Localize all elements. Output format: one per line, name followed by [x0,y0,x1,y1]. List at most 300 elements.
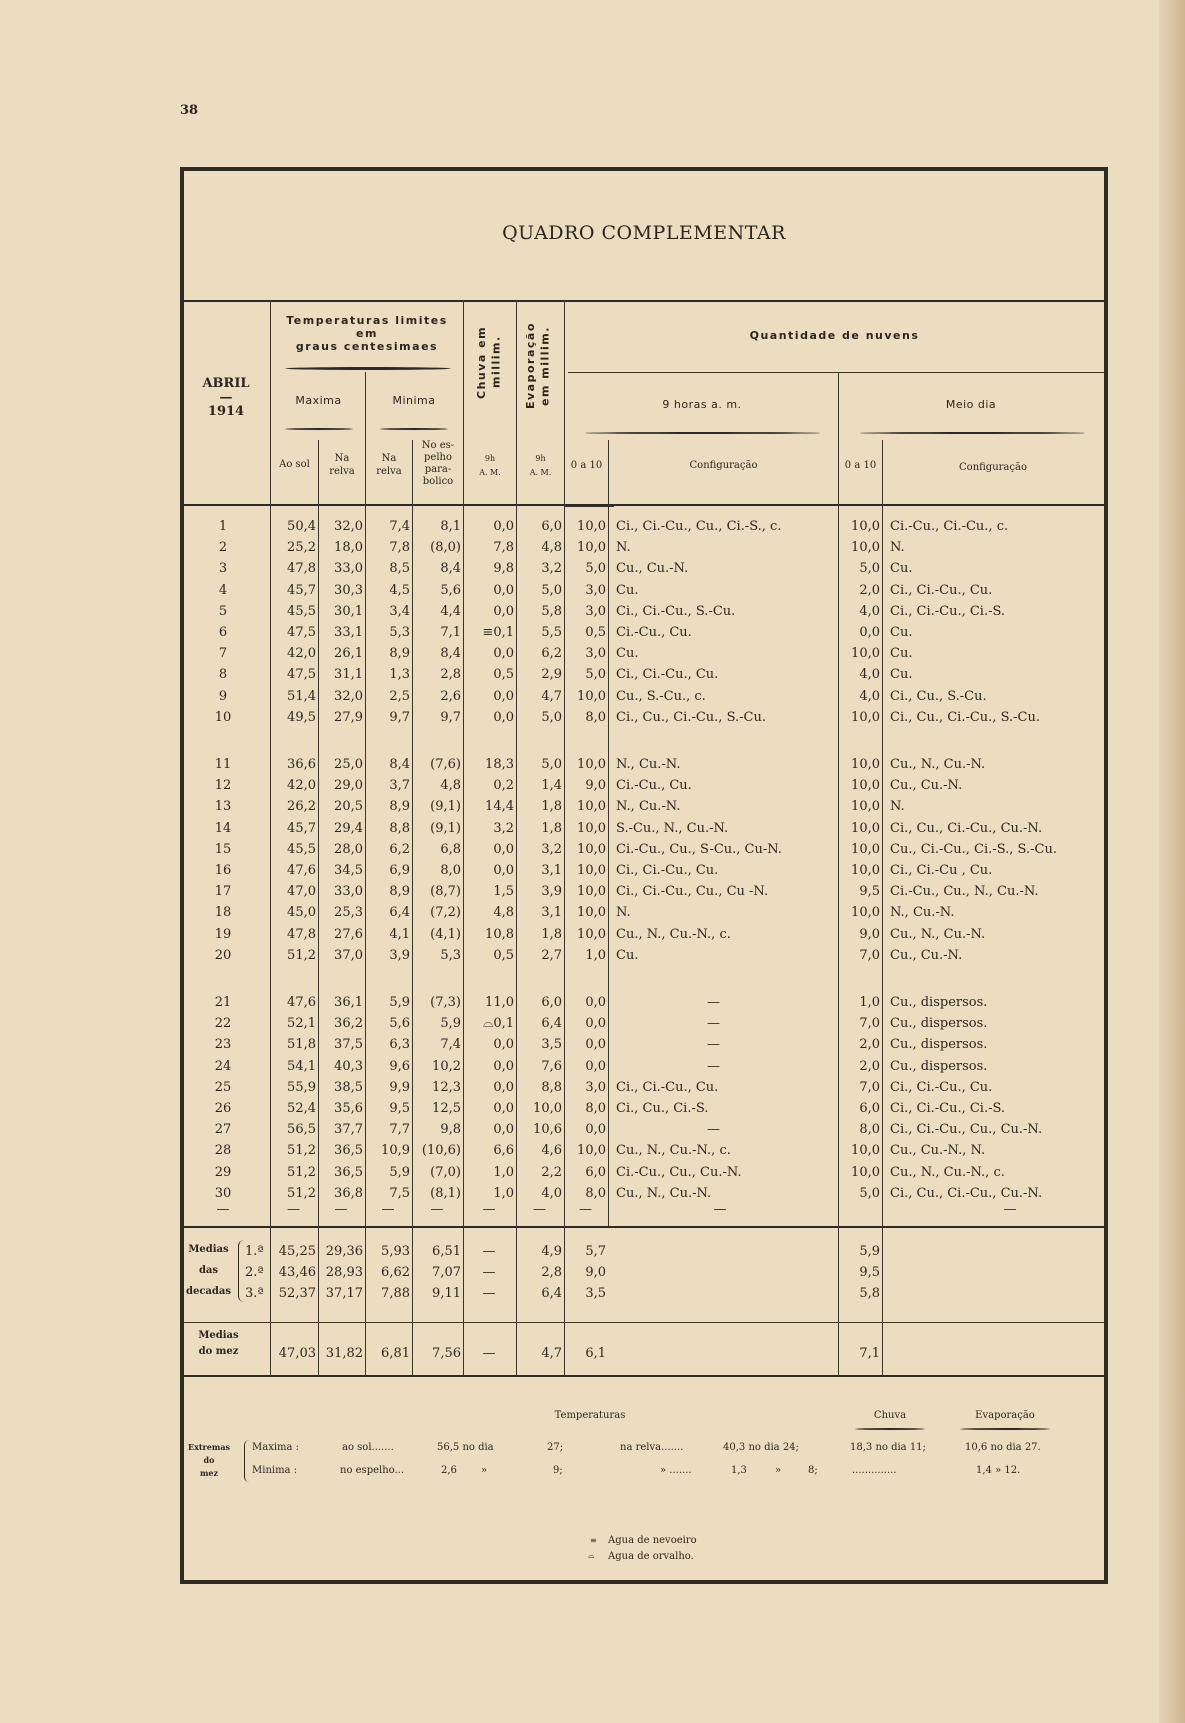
cell-min-na-relva: 8,9 [389,884,410,900]
decada-max-na-relva: 28,93 [325,1265,363,1280]
extremas-max-sol-label: ao sol....... [342,1442,394,1453]
cell-nuvens-meio-dia-escala: 10,0 [851,905,880,921]
cell-nuvens-meio-dia-escala: 2,0 [859,582,880,598]
cell-max-na-relva: 29,4 [334,820,363,836]
cell-nuvens-9h-config: Ci., Ci.-Cu., Cu. [616,863,719,878]
ao-sol-header: Ao sol [279,459,310,470]
cell-day: 10 [214,709,232,725]
cell-nuvens-meio-dia-config: N. [890,799,905,815]
medias-mez-label-2: do mez [198,1346,239,1357]
cell-max-na-relva: 29,0 [334,778,363,794]
extremas-max-evaporacao: 10,6 no dia 27. [965,1442,1041,1453]
cell-nuvens-9h-escala: 3,0 [585,582,606,598]
cell-nuvens-meio-dia-escala: 10,0 [851,799,880,815]
cell-min-na-relva: 8,9 [389,799,410,815]
cell-max-na-relva: 25,3 [334,905,363,921]
cell-max-ao-sol: 51,8 [287,1037,316,1053]
cell-min-espelho: (8,7) [430,884,461,900]
cell-max-ao-sol: 51,2 [287,1164,316,1180]
cell-day: 13 [214,799,232,815]
cell-nuvens-meio-dia-config: Ci., Cu., Ci.-Cu., Cu.-N. [890,820,1043,836]
cell-chuva: 0,0 [493,1079,514,1095]
cell-chuva: 6,6 [493,1143,514,1159]
cell-day: 30 [214,1185,232,1201]
decada-max-ao-sol: 52,37 [278,1286,316,1301]
cell-max-ao-sol: 25,2 [287,540,316,556]
scale-underline [564,506,614,507]
cell-evaporacao: 1,8 [541,820,562,836]
meio-dia-rule [860,432,1085,434]
decada-chuva: — [482,1244,496,1259]
cell-min-na-relva: 5,9 [389,1164,410,1180]
mez-max-ao-sol: 47,03 [278,1346,316,1361]
cell-nuvens-meio-dia-config: Ci.-Cu., Cu., N., Cu.-N. [890,884,1039,900]
cell-max-na-relva: 32,0 [334,519,363,534]
extremas-max-sol-value: 56,5 no dia [437,1442,494,1453]
cell-chuva: 0,2 [493,778,514,794]
cell-chuva: 4,8 [493,905,514,921]
cell-max-na-relva: 27,9 [334,709,363,725]
data-bottom-rule [183,1226,1105,1228]
extremas-temperaturas-header: Temperaturas [554,1410,626,1421]
cell-min-espelho: 10,2 [432,1058,461,1074]
cell-nuvens-9h-escala: 0,0 [585,1058,606,1074]
cell-nuvens-9h-escala: 0,0 [585,1037,606,1053]
cell-min-espelho: 9,7 [440,709,461,725]
cell-chuva: 0,0 [493,1101,514,1116]
extremas-min-relva-label: » ....... [660,1465,692,1476]
cell-nuvens-9h-escala: 10,0 [577,799,606,815]
relva-max-header-2: relva [329,466,355,477]
cell-min-espelho: 9,8 [440,1122,461,1138]
chuva-header-2: millim. [489,335,503,389]
cell-max-ao-sol: 42,0 [287,778,316,794]
separator-dash: — [482,1202,496,1217]
cell-max-na-relva: 33,0 [334,884,363,900]
decada-decada-ordinal: 1.ª [245,1244,264,1259]
cell-max-ao-sol: 51,2 [287,1185,316,1201]
cell-nuvens-9h-escala: 9,0 [585,778,606,794]
cell-nuvens-9h-config: — [707,995,720,1010]
extremas-min-relva-ditto: » [775,1465,782,1476]
cell-evaporacao: 5,0 [541,757,562,772]
cell-nuvens-meio-dia-config: Cu. [890,667,913,683]
cell-chuva: 0,0 [493,863,514,878]
legend-nevoeiro: Agua de nevoeiro [608,1535,697,1546]
orvalho-symbol: ⌓ [588,1551,595,1560]
cell-evaporacao: 1,8 [541,799,562,815]
cell-nuvens-9h-escala: 10,0 [577,905,606,921]
cell-day: 11 [214,757,232,772]
year-label: 1914 [207,404,245,419]
cell-max-ao-sol: 36,6 [287,757,316,772]
cell-nuvens-meio-dia-escala: 10,0 [851,519,880,534]
decada-min-espelho: 6,51 [432,1244,461,1259]
cell-day: 28 [214,1143,232,1159]
cell-nuvens-9h-config: Ci., Cu., Ci.-Cu., S.-Cu. [616,709,766,725]
espelho-header-3: para- [424,464,452,475]
cell-nuvens-9h-config: Cu., Cu.-N. [616,561,689,577]
cell-evaporacao: 5,0 [541,582,562,598]
cell-nuvens-meio-dia-escala: 10,0 [851,757,880,772]
cell-min-espelho: 12,3 [432,1079,461,1095]
escala-1-header: 0 a 10 [570,460,603,471]
separator-dash: — [1003,1202,1017,1217]
cell-chuva: 0,0 [493,709,514,725]
extremas-min-espelho-value: 2,6 [441,1465,457,1476]
evaporacao-header-2: em millim. [538,326,552,406]
medias-decadas-label-3: decadas [185,1286,232,1297]
cell-nuvens-9h-config: N., Cu.-N. [616,799,681,815]
cell-day: 9 [218,688,228,704]
cell-max-ao-sol: 52,4 [287,1101,316,1116]
cell-min-na-relva: 6,4 [389,905,410,921]
cell-nuvens-9h-config: Ci., Ci.-Cu., Cu., Ci.-S., c. [616,519,782,534]
decada-min-na-relva: 6,62 [381,1265,410,1280]
cell-day: 21 [214,995,232,1010]
cell-nuvens-meio-dia-escala: 2,0 [859,1037,880,1053]
decada-decada-ordinal: 2.ª [245,1265,264,1280]
cell-max-ao-sol: 45,0 [287,905,316,921]
cell-min-espelho: 2,8 [440,667,461,683]
cell-nuvens-9h-escala: 10,0 [577,540,606,556]
cell-max-ao-sol: 45,7 [287,820,316,836]
cell-nuvens-meio-dia-escala: 7,0 [859,1079,880,1095]
extremas-min-espelho-day: 9; [553,1465,563,1476]
separator-dash: — [579,1202,592,1217]
cell-max-na-relva: 30,1 [334,603,363,619]
cell-nuvens-9h-config: N., Cu.-N. [616,757,681,772]
cell-evaporacao: 6,2 [541,646,562,662]
cell-nuvens-9h-config: Ci.-Cu., Cu., Cu.-N. [616,1164,742,1180]
cell-max-ao-sol: 47,8 [287,926,316,942]
cell-evaporacao: 3,1 [541,863,562,878]
cell-nuvens-9h-config: Ci., Ci.-Cu., Cu. [616,667,719,683]
cell-chuva: 1,5 [493,884,514,900]
cell-nuvens-9h-escala: 8,0 [585,1185,606,1201]
cell-min-espelho: 8,4 [440,646,461,662]
cell-nuvens-meio-dia-config: Cu., dispersos. [890,995,988,1010]
cell-chuva: ≡0,1 [482,625,514,640]
decada-min-espelho: 9,11 [432,1286,461,1301]
temp-group-header-1: Temperaturas limites [286,314,448,327]
extremas-chuva-rule [855,1428,925,1430]
cell-nuvens-meio-dia-config: Ci.-Cu., Ci.-Cu., c. [890,519,1009,534]
cell-evaporacao: 6,0 [541,519,562,534]
cell-nuvens-meio-dia-escala: 8,0 [859,1122,880,1138]
cell-day: 26 [214,1101,232,1116]
medias-decadas-brace [238,1240,245,1302]
cell-evaporacao: 7,6 [541,1058,562,1074]
cell-nuvens-9h-config: — [707,1122,720,1138]
cell-nuvens-9h-escala: 6,0 [585,1164,606,1180]
cell-evaporacao: 5,5 [541,625,562,640]
cell-nuvens-9h-config: S.-Cu., N., Cu.-N. [616,820,729,836]
cell-min-na-relva: 3,9 [389,947,410,963]
cell-day: 29 [214,1164,232,1180]
cell-max-ao-sol: 51,2 [287,947,316,963]
cell-min-espelho: 5,9 [440,1016,461,1032]
cell-day: 24 [214,1058,232,1074]
cell-chuva: 0,0 [493,841,514,857]
extremas-maxima-label: Maxima : [252,1442,300,1453]
cell-nuvens-9h-escala: 0,5 [585,625,606,640]
espelho-header-2: pelho [424,452,452,463]
decada-chuva: — [482,1286,496,1301]
espelho-header-1: No es- [421,440,455,451]
col-rule-8 [608,440,609,1226]
cell-min-espelho: 7,4 [440,1037,461,1053]
cell-nuvens-9h-config: Cu., S.-Cu., c. [616,688,706,704]
extremas-evaporacao-header: Evaporação [975,1410,1035,1421]
cell-evaporacao: 8,8 [541,1079,562,1095]
cell-nuvens-9h-config: — [707,1016,720,1032]
cell-nuvens-meio-dia-escala: 10,0 [851,540,880,556]
maxima-header-rule [285,428,353,430]
page-title: QUADRO COMPLEMENTAR [502,222,786,244]
chuva-hour-1: 9h [484,454,496,463]
nuvens-divider [568,372,1105,373]
cell-max-na-relva: 26,1 [334,646,363,662]
cell-min-espelho: (9,1) [430,820,461,836]
separator-dash: — [287,1202,300,1217]
cell-nuvens-meio-dia-escala: 10,0 [851,1164,880,1180]
cell-nuvens-9h-config: Cu. [616,646,639,662]
cell-evaporacao: 4,8 [541,540,562,556]
cell-day: 22 [214,1016,232,1032]
cell-nuvens-meio-dia-config: Cu., dispersos. [890,1037,988,1053]
cell-day: 2 [218,540,228,556]
cell-max-ao-sol: 51,2 [287,1143,316,1159]
cell-evaporacao: 6,0 [541,995,562,1010]
cell-min-na-relva: 8,4 [389,757,410,772]
month-label: ABRIL [202,376,250,391]
cell-evaporacao: 5,8 [541,603,562,619]
configuracao-2-header: Configuração [959,462,1027,473]
extremas-max-chuva: 18,3 no dia 11; [850,1442,926,1453]
cell-evaporacao: 4,6 [541,1143,562,1159]
cell-max-na-relva: 36,5 [334,1143,363,1159]
mez-chuva: — [482,1346,496,1361]
relva-max-header-1: Na [334,453,350,464]
cell-max-na-relva: 25,0 [334,757,363,772]
decada-nuvens-meio-dia: 9,5 [859,1265,880,1280]
extremas-brace [244,1440,249,1482]
decada-max-na-relva: 37,17 [325,1286,363,1301]
cell-nuvens-9h-escala: 3,0 [585,603,606,619]
cell-min-na-relva: 9,6 [389,1058,410,1074]
cell-nuvens-meio-dia-escala: 1,0 [859,995,880,1010]
cell-nuvens-9h-config: — [707,1058,720,1074]
cell-chuva: 0,5 [493,667,514,683]
evaporacao-header [524,312,556,420]
cell-nuvens-9h-escala: 5,0 [585,561,606,577]
cell-min-espelho: (7,0) [430,1164,461,1180]
cell-max-ao-sol: 52,1 [287,1016,316,1032]
cell-nuvens-meio-dia-config: Cu. [890,561,913,577]
cell-nuvens-meio-dia-escala: 7,0 [859,947,880,963]
cell-nuvens-meio-dia-escala: 9,5 [859,884,880,900]
cell-max-na-relva: 34,5 [334,863,363,878]
decada-max-ao-sol: 43,46 [278,1265,316,1280]
cell-max-na-relva: 37,0 [334,947,363,963]
cell-chuva: 9,8 [493,561,514,577]
cell-day: 20 [214,947,232,963]
cell-chuva: 1,0 [493,1185,514,1201]
cell-chuva: 0,0 [493,1037,514,1053]
cell-max-ao-sol: 49,5 [287,709,316,725]
cell-evaporacao: 5,0 [541,709,562,725]
cell-min-espelho: 5,6 [440,582,461,598]
cell-evaporacao: 1,8 [541,926,562,942]
separator-dash: — [334,1202,348,1217]
cell-nuvens-meio-dia-config: Cu., dispersos. [890,1016,988,1032]
cell-nuvens-9h-escala: 10,0 [577,841,606,857]
cell-max-na-relva: 40,3 [334,1058,363,1074]
cell-nuvens-meio-dia-escala: 10,0 [851,709,880,725]
cell-chuva: 7,8 [493,540,514,556]
cell-evaporacao: 2,9 [541,667,562,683]
cell-max-na-relva: 31,1 [334,667,363,683]
cell-max-na-relva: 38,5 [334,1079,363,1095]
extremas-top-rule [183,1375,1105,1377]
cell-nuvens-9h-escala: 10,0 [577,757,606,772]
cell-nuvens-meio-dia-escala: 7,0 [859,1016,880,1032]
cell-nuvens-meio-dia-escala: 4,0 [859,688,880,704]
cell-min-espelho: 8,4 [440,561,461,577]
cell-nuvens-meio-dia-config: N., Cu.-N. [890,905,955,921]
mez-nuvens-9h: 6,1 [585,1346,606,1361]
cell-day: 14 [214,820,232,836]
cell-nuvens-9h-escala: 0,0 [585,1122,606,1138]
cell-min-espelho: 8,1 [440,519,461,534]
cell-evaporacao: 6,4 [541,1016,562,1032]
cell-min-na-relva: 7,5 [389,1185,410,1201]
separator-dash: — [533,1202,546,1217]
decada-min-espelho: 7,07 [432,1265,461,1280]
separator-dash: — [381,1202,395,1217]
cell-nuvens-meio-dia-config: Ci., Cu., S.-Cu. [890,688,987,704]
cell-min-na-relva: 2,5 [389,688,410,704]
cell-nuvens-9h-config: Ci.-Cu., Cu. [616,625,692,640]
medias-decadas-label-2: das [198,1265,219,1276]
cell-min-espelho: 4,4 [440,603,461,619]
cell-nuvens-meio-dia-escala: 10,0 [851,646,880,662]
medias-decadas-label-1: Medias [188,1244,229,1255]
cell-nuvens-meio-dia-config: Cu., Cu.-N. [890,947,963,963]
cell-max-ao-sol: 47,5 [287,625,316,640]
cell-evaporacao: 1,4 [541,778,562,794]
cell-nuvens-9h-escala: 8,0 [585,709,606,725]
cell-max-ao-sol: 47,5 [287,667,316,683]
temp-group-header-2: em [356,327,378,340]
extremas-min-evaporacao: 1,4 » 12. [976,1465,1021,1476]
extremas-max-relva-value: 40,3 no dia 24; [723,1442,799,1453]
cell-nuvens-9h-config: Ci., Ci.-Cu., Cu. [616,1079,719,1095]
medias-mez-label-1: Medias [198,1330,239,1341]
cell-nuvens-meio-dia-escala: 9,0 [859,926,880,942]
cell-evaporacao: 2,2 [541,1164,562,1180]
cell-nuvens-9h-escala: 10,0 [577,1143,606,1159]
cell-max-ao-sol: 45,7 [287,582,316,598]
cell-day: 18 [214,905,232,921]
cell-max-na-relva: 20,5 [334,799,363,815]
cell-min-na-relva: 6,2 [389,841,410,857]
extremas-min-relva-day: 8; [808,1465,818,1476]
cell-nuvens-9h-config: N. [616,905,631,921]
decada-nuvens-9h: 5,7 [585,1244,606,1259]
cell-min-na-relva: 1,3 [389,667,410,683]
cell-nuvens-9h-escala: 3,0 [585,646,606,662]
cell-chuva: 11,0 [485,995,514,1010]
cell-nuvens-meio-dia-config: Cu., dispersos. [890,1058,988,1074]
cell-max-na-relva: 32,0 [334,688,363,704]
cell-nuvens-9h-config: Ci., Ci.-Cu., S.-Cu. [616,603,736,619]
cell-day: 12 [214,778,232,794]
cell-min-na-relva: 7,7 [389,1122,410,1138]
cell-chuva: 0,0 [493,582,514,598]
cell-nuvens-9h-escala: 10,0 [577,863,606,878]
decada-chuva: — [482,1265,496,1280]
separator-dash: — [713,1202,727,1217]
meio-dia-header: Meio dia [945,398,997,411]
cell-min-espelho: (4,1) [430,926,461,942]
cell-nuvens-meio-dia-config: Cu., Cu.-N., N. [890,1143,986,1159]
cell-chuva: 0,0 [493,1122,514,1138]
extremas-label-2: do [203,1455,215,1465]
cell-max-ao-sol: 50,4 [287,519,316,534]
cell-chuva: 0,0 [493,519,514,534]
cell-nuvens-meio-dia-config: Cu. [890,625,913,640]
extremas-label-1: Extremas [187,1442,231,1452]
extremas-max-relva-label: na relva....... [620,1442,684,1453]
cell-nuvens-9h-config: — [707,1037,720,1053]
cell-min-espelho: (10,6) [421,1143,461,1159]
cell-evaporacao: 3,2 [541,841,562,857]
cell-nuvens-9h-escala: 10,0 [577,519,606,534]
cell-day: 3 [218,561,228,577]
cell-nuvens-meio-dia-escala: 10,0 [851,863,880,878]
cell-nuvens-meio-dia-escala: 5,0 [859,1185,880,1201]
decada-nuvens-meio-dia: 5,9 [859,1244,880,1259]
cell-min-espelho: (7,2) [430,905,461,921]
cell-nuvens-meio-dia-escala: 0,0 [859,625,880,640]
cell-min-na-relva: 8,8 [389,820,410,836]
cell-min-espelho: 5,3 [440,947,461,963]
cell-day: 17 [214,884,232,900]
cell-min-espelho: (9,1) [430,799,461,815]
nevoeiro-symbol: ≡ [590,1536,597,1545]
cell-min-na-relva: 9,7 [389,709,410,725]
cell-nuvens-meio-dia-escala: 6,0 [859,1101,880,1116]
cell-evaporacao: 2,7 [541,947,562,963]
cell-day: 8 [218,667,228,683]
cell-min-espelho: 8,0 [440,863,461,878]
decada-nuvens-9h: 3,5 [585,1286,606,1301]
cell-evaporacao: 3,1 [541,905,562,921]
cell-max-na-relva: 36,8 [334,1185,363,1201]
cell-chuva: 1,0 [493,1164,514,1180]
cell-nuvens-meio-dia-config: N. [890,540,905,556]
cell-nuvens-meio-dia-config: Cu., N., Cu.-N. [890,757,986,772]
cell-chuva: 18,3 [485,757,514,772]
cell-max-ao-sol: 45,5 [287,603,316,619]
cell-nuvens-9h-config: N. [616,540,631,556]
cell-max-na-relva: 33,0 [334,561,363,577]
cell-day: 16 [214,863,232,878]
cell-nuvens-9h-config: Ci.-Cu., Cu., S-Cu., Cu-N. [616,841,782,857]
extremas-min-relva-value: 1,3 [731,1465,747,1476]
